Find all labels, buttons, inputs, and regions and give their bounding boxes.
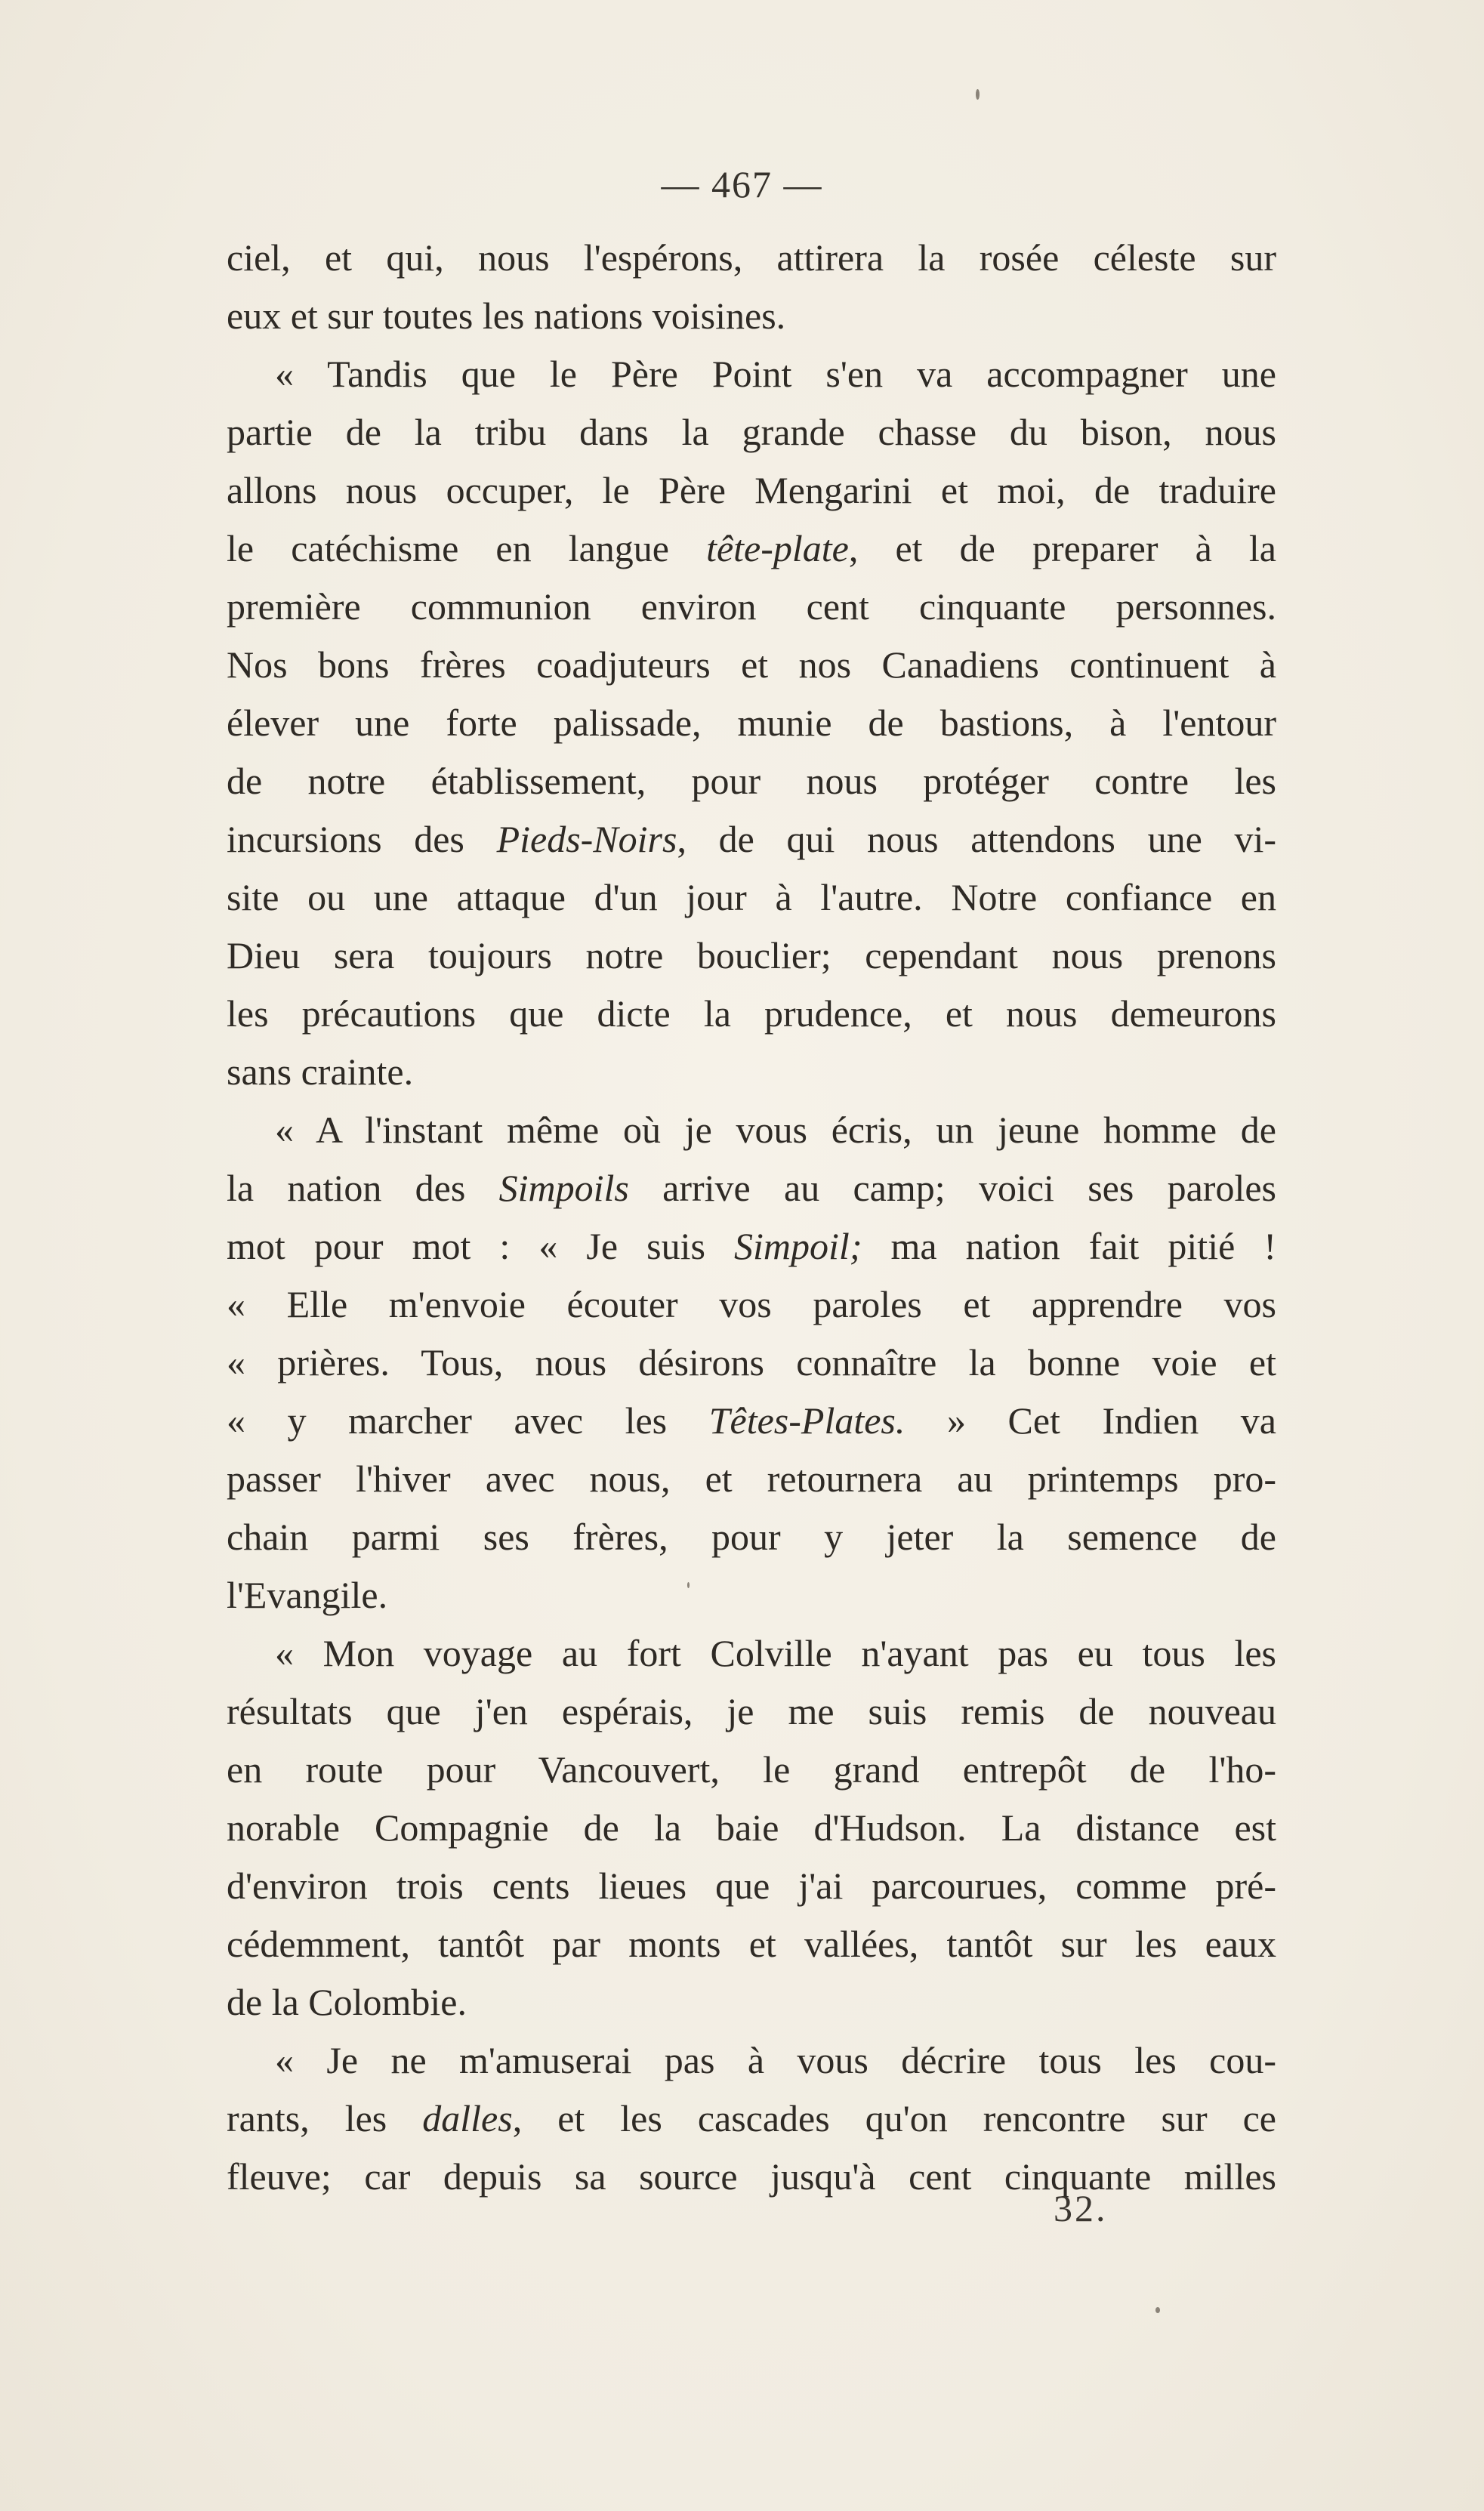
text-line: eux et sur toutes les nations voisines.	[227, 295, 786, 337]
text-line: allons nous occuper, le Père Mengarini et moi, de traduire	[227, 469, 1276, 511]
text-line: partie de la tribu dans la grande chasse du bison, nous	[227, 411, 1276, 453]
text-line: de la Colombie.	[227, 1981, 467, 2023]
text-line: élever une forte palissade, munie de bastions, à l'entour	[227, 702, 1276, 744]
text-line: « A l'instant même où je vous écris, un jeune homme de	[275, 1109, 1276, 1151]
body-text	[227, 229, 1276, 2206]
text-line: la nation des Simpoils arrive au camp; voici ses paroles	[227, 1167, 1276, 1209]
text-line: de notre établissement, pour nous protéger contre les	[227, 760, 1276, 802]
text-line: l'Evangile.	[227, 1574, 388, 1616]
italic-term: Simpoils	[498, 1167, 629, 1209]
text-line: incursions des Pieds-Noirs, de qui nous attendons une vi-	[227, 818, 1276, 860]
text-line: mot pour mot : « Je suis Simpoil; ma nation fait pitié !	[227, 1225, 1276, 1267]
text-line: rants, les dalles, et les cascades qu'on rencontre sur ce	[227, 2097, 1276, 2139]
text-line: « Je ne m'amuserai pas à vous décrire tous les cou-	[275, 2039, 1276, 2081]
paper-speck	[976, 89, 980, 100]
text-line: « Elle m'envoie écouter vos paroles et apprendre vos	[227, 1283, 1276, 1325]
text-line: site ou une attaque d'un jour à l'autre. Notre confiance en	[227, 876, 1276, 918]
text-line: passer l'hiver avec nous, et retournera au printemps pro-	[227, 1458, 1276, 1500]
text-line: « prières. Tous, nous désirons connaître la bonne voie et	[227, 1341, 1276, 1384]
text-line: première communion environ cent cinquante personnes.	[227, 585, 1276, 628]
text-line: « Mon voyage au fort Colville n'ayant pas eu tous les	[275, 1632, 1276, 1674]
text-line: les précautions que dicte la prudence, et nous demeurons	[227, 992, 1276, 1035]
text-line: sans crainte.	[227, 1050, 414, 1093]
text-line: fleuve; car depuis sa source jusqu'à cent cinquante milles	[227, 2155, 1276, 2198]
paper-speck	[687, 1582, 690, 1588]
text-line: résultats que j'en espérais, je me suis remis de nouveau	[227, 1690, 1276, 1732]
text-line: Nos bons frères coadjuteurs et nos Canadiens continuent à	[227, 643, 1276, 686]
text-line: cédemment, tantôt par monts et vallées, tantôt sur les eaux	[227, 1923, 1276, 1965]
text-line: Dieu sera toujours notre bouclier; cependant nous prenons	[227, 934, 1276, 976]
italic-term: dalles	[422, 2097, 513, 2139]
text-line: « y marcher avec les Têtes-Plates. » Cet Indien va	[227, 1399, 1276, 1442]
text-line: « Tandis que le Père Point s'en va accompagner une	[275, 353, 1276, 395]
italic-term: Têtes-Plates.	[708, 1399, 906, 1442]
text-line: norable Compagnie de la baie d'Hudson. La distance est	[227, 1806, 1276, 1849]
text-line: le catéchisme en langue tête-plate, et de preparer à la	[227, 527, 1276, 569]
text-line: chain parmi ses frères, pour y jeter la semence de	[227, 1516, 1276, 1558]
signature-mark: 32.	[1054, 2187, 1108, 2229]
italic-term: Simpoil;	[734, 1225, 862, 1267]
italic-term: tête-plate	[706, 527, 849, 569]
text-line: en route pour Vancouvert, le grand entrepôt de l'ho-	[227, 1748, 1276, 1791]
page-number: — 467 —	[661, 163, 823, 205]
paper-speck	[1155, 2307, 1160, 2313]
italic-term: Pieds-Noirs	[496, 818, 677, 860]
text-line: d'environ trois cents lieues que j'ai parcourues, comme pré-	[227, 1865, 1276, 1907]
text-line: ciel, et qui, nous l'espérons, attirera la rosée céleste sur	[227, 236, 1276, 279]
